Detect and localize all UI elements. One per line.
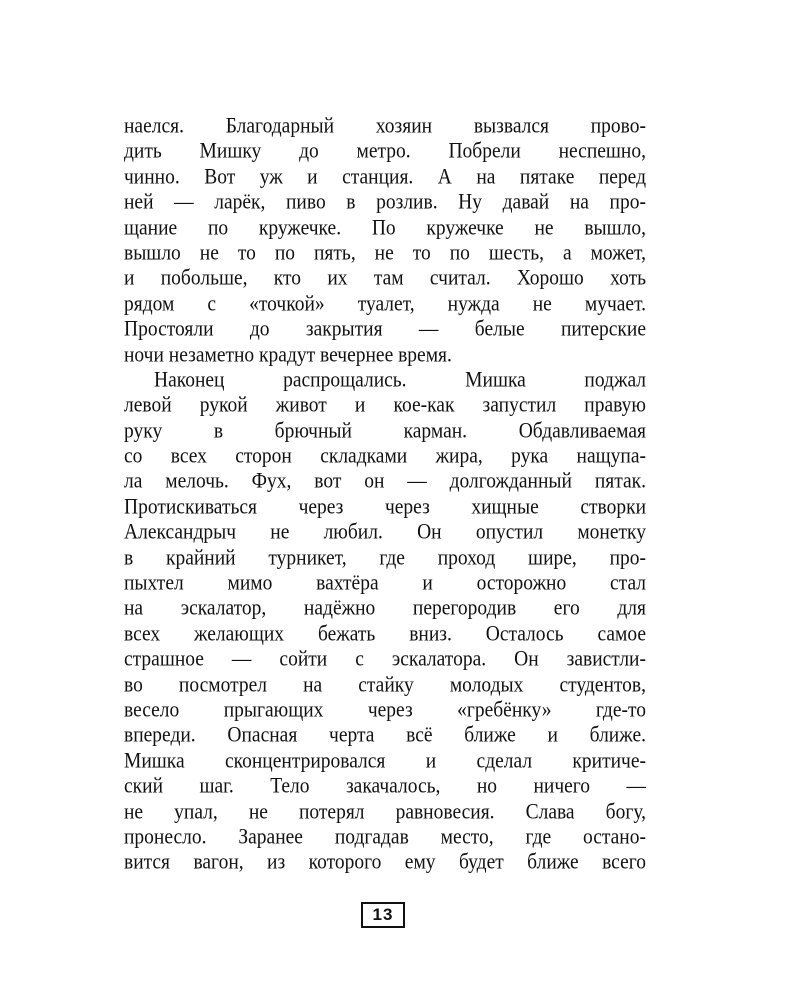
- text-line: со всех сторон складками жира, рука нащупа-: [124, 444, 646, 469]
- text-line: левой рукой живот и кое-как запустил правую: [124, 394, 646, 418]
- text-line: не упал, не потерял равновесия. Слава богу,: [124, 800, 646, 824]
- page-number: 13: [361, 902, 405, 928]
- text-line: и побольше, кто их там считал. Хорошо хоть: [124, 267, 646, 291]
- text-line: Мишка сконцентрировался и сделал критиче-: [124, 749, 646, 774]
- text-line: щание по кружечке. По кружечке не вышло,: [124, 216, 646, 240]
- text-line: вышло не то по пять, не то по шесть, а может,: [124, 241, 646, 266]
- text-line: всех желающих бежать вниз. Осталось самое: [124, 622, 646, 647]
- text-line: ский шаг. Тело закачалось, но ничего —: [124, 774, 646, 799]
- text-line: вится вагон, из которого ему будет ближе всего: [124, 851, 646, 875]
- text-line: ла мелочь. Фух, вот он — долгожданный пятак.: [124, 470, 646, 494]
- text-line: руку в брючный карман. Обдавливаемая: [124, 419, 646, 443]
- text-line: весело прыгающих через «гребёнку» где-то: [124, 698, 646, 723]
- text-line: чинно. Вот уж и станция. А на пятаке перед: [124, 165, 646, 190]
- text-line: рядом с «точкой» туалет, нужда не мучает.: [124, 292, 646, 316]
- text-line: Наконец распрощались. Мишка поджал: [154, 368, 646, 393]
- text-line: на эскалатор, надёжно перегородив его для: [124, 597, 646, 621]
- text-line: дить Мишку до метро. Побрели неспешно,: [124, 140, 646, 164]
- text-line: Протискиваться через через хищные створки: [124, 495, 646, 520]
- text-line: наелся. Благодарный хозяин вызвался прово-: [124, 114, 646, 139]
- body-text: [124, 114, 646, 876]
- text-line: в крайний турникет, где проход шире, про-: [124, 546, 646, 570]
- text-line: впереди. Опасная черта всё ближе и ближе.: [124, 724, 646, 748]
- text-line: пыхтел мимо вахтёра и осторожно стал: [124, 571, 646, 596]
- text-line: ней — ларёк, пиво в розлив. Ну давай на про-: [124, 190, 646, 215]
- text-line: Александрыч не любил. Он опустил монетку: [124, 520, 646, 545]
- text-line: страшное — сойти с эскалатора. Он завистли-: [124, 647, 646, 672]
- text-line: пронесло. Заранее подгадав место, где остано-: [124, 825, 646, 850]
- text-line: Простояли до закрытия — белые питерские: [124, 317, 646, 342]
- text-line: ночи незаметно крадут вечернее время.: [124, 343, 452, 367]
- text-line: во посмотрел на стайку молодых студентов,: [124, 673, 646, 697]
